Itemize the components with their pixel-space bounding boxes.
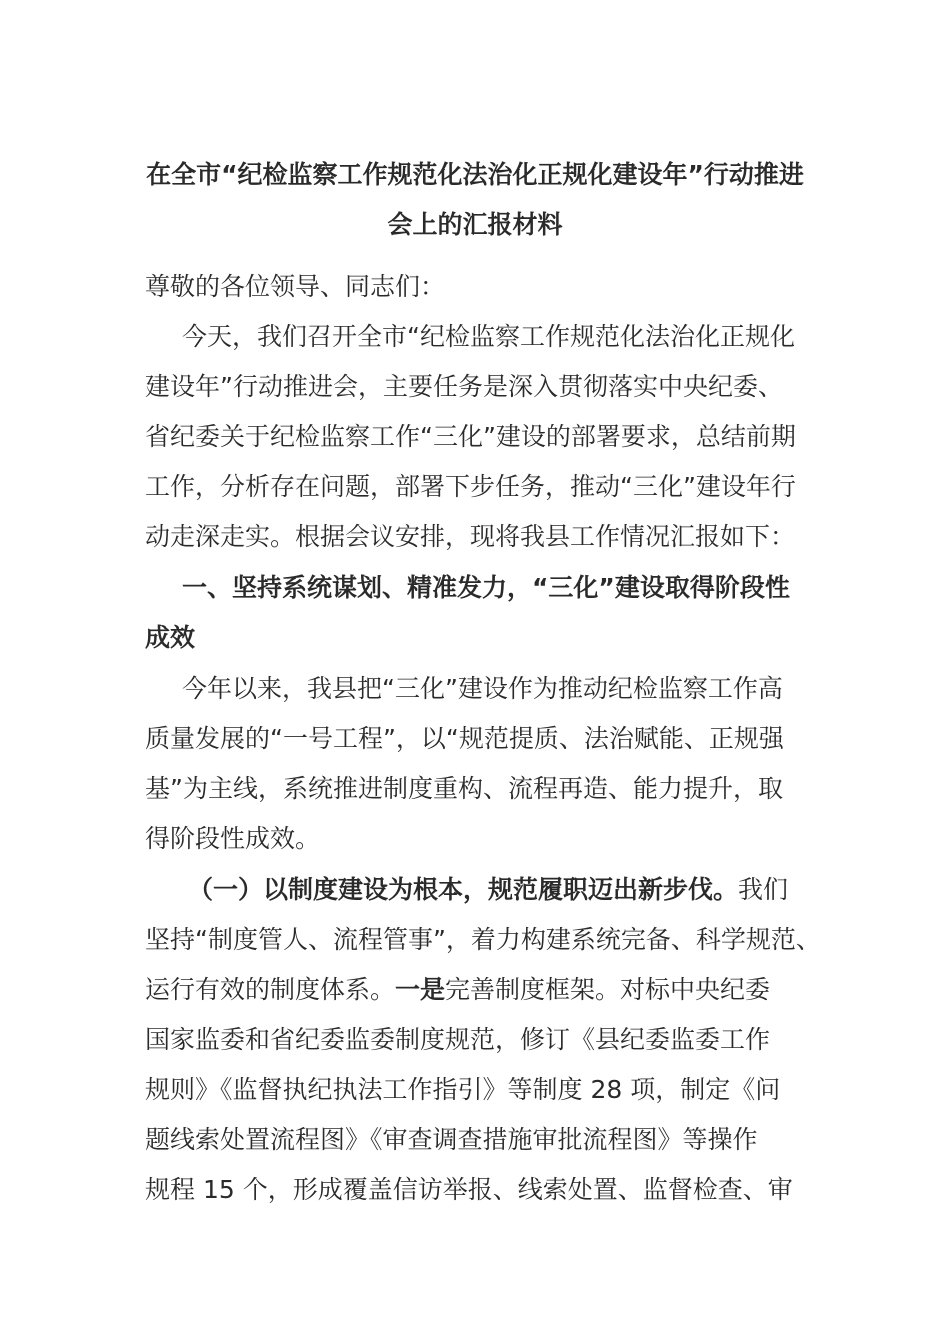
document-title-line-1: 在全市“纪检监察工作规范化法治化正规化建设年”行动推进 xyxy=(146,160,804,189)
section-body-line: 基”为主线，系统推进制度重构、流程再造、能力提升，取 xyxy=(145,774,783,803)
subsection-lead-text: 我们 xyxy=(738,875,789,904)
section-heading-line: 成效 xyxy=(145,623,196,652)
subsection-heading: （一）以制度建设为根本，规范履职迈出新步伐。 xyxy=(188,875,739,904)
salutation: 尊敬的各位领导、同志们： xyxy=(145,272,446,301)
subsection-body-line: 规程 15 个，形成覆盖信访举报、线索处置、监督检查、审 xyxy=(145,1175,793,1204)
intro-line: 建设年”行动推进会，主要任务是深入贯彻落实中央纪委、 xyxy=(145,372,783,401)
subsection-text: 完善制度框架。对标中央纪委 xyxy=(445,975,771,1004)
section-heading-line: 一、坚持系统谋划、精准发力，“三化”建设取得阶段性 xyxy=(182,573,790,602)
subsection-body-line: 题线索处置流程图》《审查调查措施审批流程图》等操作 xyxy=(145,1125,758,1154)
subsection-point-label: 一是 xyxy=(395,975,446,1004)
intro-line: 省纪委关于纪检监察工作“三化”建设的部署要求，总结前期 xyxy=(145,422,796,451)
section-body-line: 得阶段性成效。 xyxy=(145,824,321,853)
document-title-line-2: 会上的汇报材料 xyxy=(387,210,563,239)
subsection-body-line: 坚持“制度管人、流程管事”，着力构建系统完备、科学规范、 xyxy=(145,925,821,954)
intro-line: 工作，分析存在问题，部署下步任务，推动“三化”建设年行 xyxy=(145,472,796,501)
section-body-line: 质量发展的“一号工程”，以“规范提质、法治赋能、正规强 xyxy=(145,724,784,753)
subsection-text: 运行有效的制度体系。 xyxy=(145,975,396,1004)
intro-line: 动走深走实。根据会议安排，现将我县工作情况汇报如下： xyxy=(145,522,796,551)
subsection-body-line: 国家监委和省纪委监委制度规范，修订《县纪委监委工作 xyxy=(145,1025,771,1054)
subsection-body-line: 规则》《监督执纪执法工作指引》等制度 28 项，制定《问 xyxy=(145,1075,781,1104)
intro-line: 今天，我们召开全市“纪检监察工作规范化法治化正规化 xyxy=(182,322,795,351)
subsection-body-line xyxy=(145,975,770,1005)
section-body-line: 今年以来，我县把“三化”建设作为推动纪检监察工作高 xyxy=(182,674,783,703)
subsection-lead-line xyxy=(188,875,788,905)
